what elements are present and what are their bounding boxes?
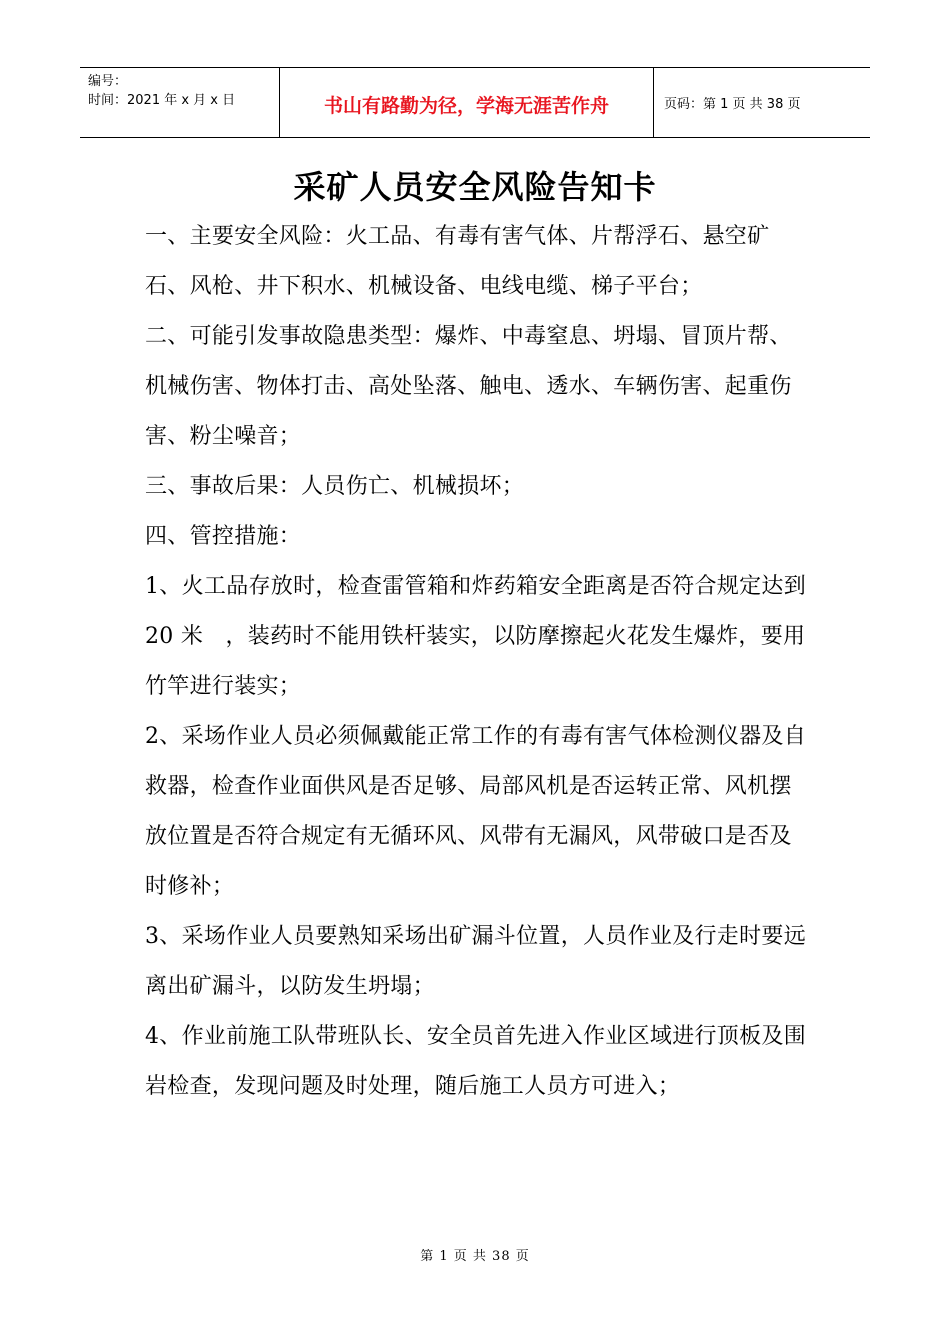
paragraph-measure-3: 3、采场作业人员要熟知采场出矿漏斗位置，人员作业及行走时要远离出矿漏斗，以防发生坍塌；: [145, 924, 806, 999]
header-page-info: 页码：第 1 页 共 38 页: [664, 97, 801, 112]
paragraph-measure-4: 4、作业前施工队带班队长、安全员首先进入作业区域进行顶板及围岩检查，发现问题及时处理，随后施工人员方可进入；: [145, 1024, 806, 1099]
paragraph-risks: 一、主要安全风险：火工品、有毒有害气体、片帮浮石、悬空矿石、风枪、井下积水、机械设备、电线电缆、梯子平台；: [145, 224, 770, 299]
number-label: 编号：: [88, 74, 128, 89]
page-footer: 第 1 页 共 38 页: [420, 1249, 530, 1264]
paragraph-control-heading: 四、管控措施：: [145, 524, 302, 549]
paragraph-hazard-types: 二、可能引发事故隐患类型：爆炸、中毒窒息、坍塌、冒顶片帮、机械伤害、物体打击、高处坠落、触电、透水、车辆伤害、起重伤害、粉尘噪音；: [145, 324, 792, 449]
header-motto: 书山有路勤为径，学海无涯苦作舟: [280, 68, 654, 137]
time-label: 时间：2021 年 x 月 x 日: [88, 93, 236, 108]
header-meta: [80, 68, 280, 137]
document-header: [80, 67, 870, 138]
paragraph-measure-1: 1、火工品存放时，检查雷管箱和炸药箱安全距离是否符合规定达到 20 米 ，装药时不能用铁杆装实，以防摩擦起火花发生爆炸，要用竹竿进行装实；: [145, 574, 806, 699]
paragraph-measure-2: 2、采场作业人员必须佩戴能正常工作的有毒有害气体检测仪器及自救器，检查作业面供风是否足够、局部风机是否运转正常、风机摆放位置是否符合规定有无循环风、风带有无漏风，风带破口是否及时修补；: [145, 724, 806, 899]
document-body: [145, 212, 810, 1112]
paragraph-consequences: 三、事故后果：人员伤亡、机械损坏；: [145, 474, 525, 499]
page-title: 采矿人员安全风险告知卡: [293, 168, 657, 206]
